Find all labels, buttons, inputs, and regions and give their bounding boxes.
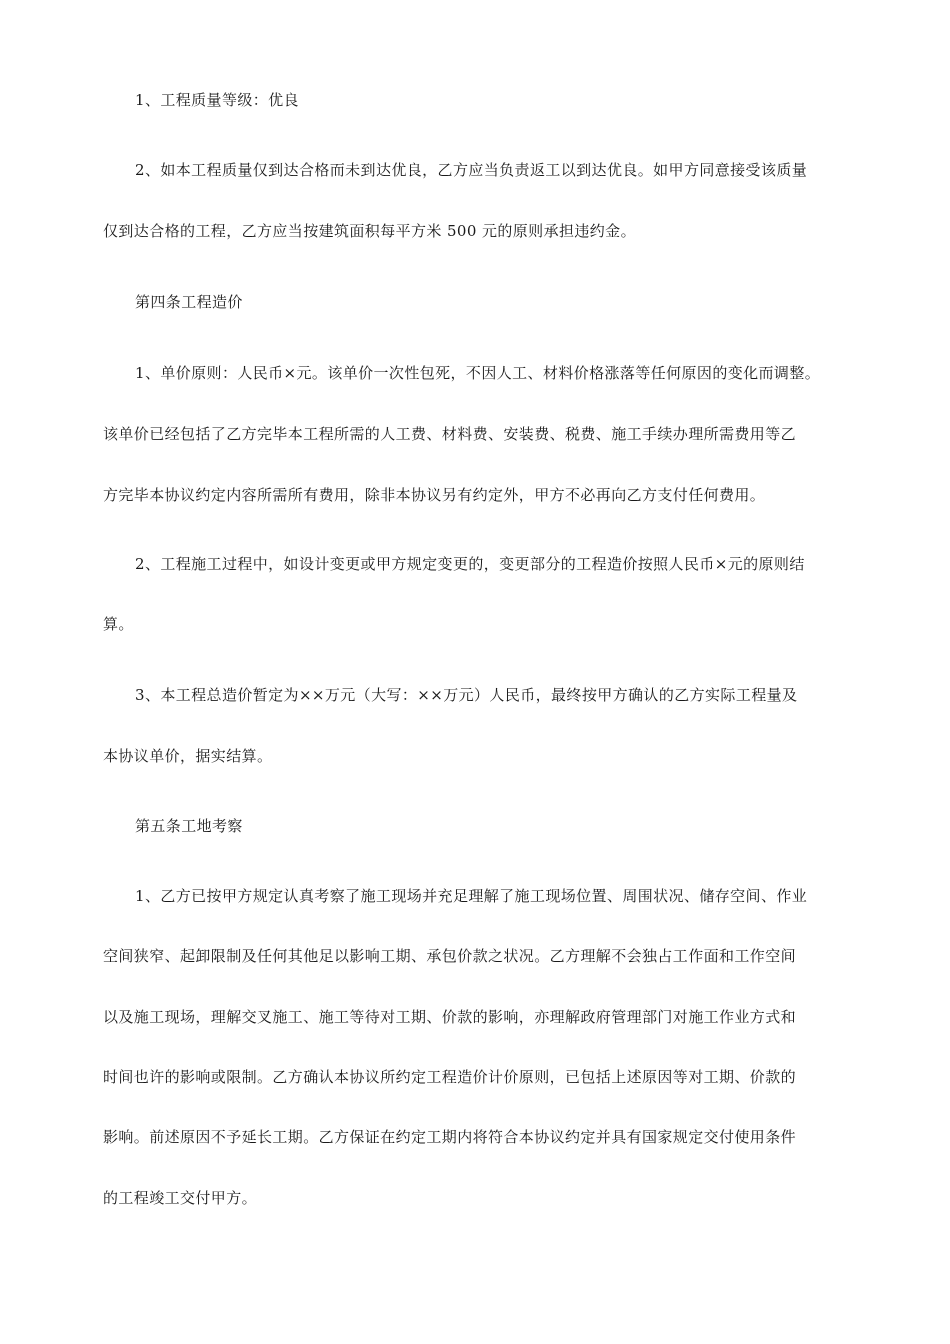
clause-4-heading: 第四条工程造价 [135,293,243,311]
clause-5-item-1-line-3: 以及施工现场，理解交叉施工、施工等待对工期、价款的影响，亦理解政府管理部门对施工作业方式和 [103,1008,797,1026]
clause-5-item-1-line-4: 时间也许的影响或限制。乙方确认本协议所约定工程造价计价原则，已包括上述原因等对工期、价款的 [103,1068,797,1086]
clause-3-item-1: 1、工程质量等级：优良 [135,91,299,109]
clause-5-item-1-line-5: 影响。前述原因不予延长工期。乙方保证在约定工期内将符合本协议约定并具有国家规定交付使用条件 [103,1128,797,1146]
clause-5-item-1-line-2: 空间狭窄、起卸限制及任何其他足以影响工期、承包价款之状况。乙方理解不会独占工作面和工作空间 [103,947,797,965]
clause-3-item-2-line-2: 仅到达合格的工程，乙方应当按建筑面积每平方米 500 元的原则承担违约金。 [103,222,636,240]
clause-4-item-2-line-2: 算。 [103,615,134,633]
clause-3-item-2-line-1: 2、如本工程质量仅到达合格而未到达优良，乙方应当负责返工以到达优良。如甲方同意接受该质量 [135,161,808,179]
clause-5-item-1-line-6: 的工程竣工交付甲方。 [103,1189,258,1207]
clause-5-item-1-line-1: 1、乙方已按甲方规定认真考察了施工现场并充足理解了施工现场位置、周围状况、储存空间、作业 [135,887,808,905]
clause-5-heading: 第五条工地考察 [135,817,243,835]
clause-4-item-3-line-2: 本协议单价，据实结算。 [103,747,273,765]
clause-4-item-3-line-1: 3、本工程总造价暂定为××万元（大写：××万元）人民币，最终按甲方确认的乙方实际工程量及 [135,686,798,704]
clause-4-item-1-line-1: 1、单价原则：人民币×元。该单价一次性包死，不因人工、材料价格涨落等任何原因的变化而调整。 [135,364,821,382]
clause-4-item-1-line-3: 方完毕本协议约定内容所需所有费用，除非本协议另有约定外，甲方不必再向乙方支付任何费用。 [103,486,766,504]
clause-4-item-1-line-2: 该单价已经包括了乙方完毕本工程所需的人工费、材料费、安装费、税费、施工手续办理所需费用等乙 [103,425,797,443]
clause-4-item-2-line-1: 2、工程施工过程中，如设计变更或甲方规定变更的，变更部分的工程造价按照人民币×元的原则结 [135,555,805,573]
